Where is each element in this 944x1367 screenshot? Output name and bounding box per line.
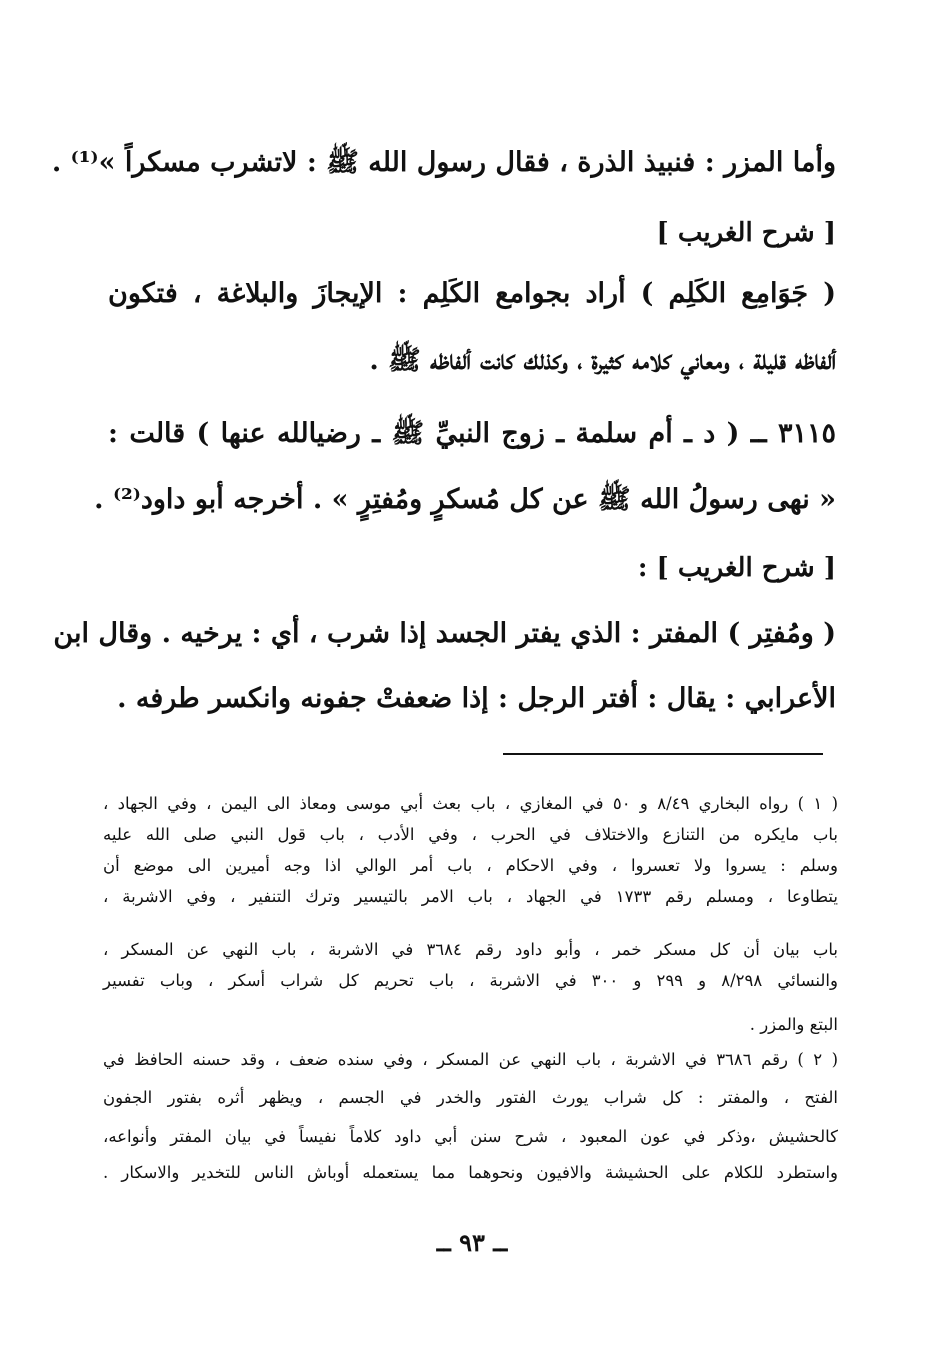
footnote-separator (503, 753, 823, 755)
section-heading-sharh-al-gharib: [ شرح الغريب ] (656, 218, 836, 248)
body-line-7: الأعرابي : يقال : أفتر الرجل : إذا ضعفتْ جفونه وانكسر طرفه . (117, 683, 836, 714)
footnote-2-line-3: كالحشيش ،وذكر في عون المعبود ، شرح سنن أبي داود كلاماً نفيساً في بيان المفتر وأنواعه، (103, 1127, 838, 1146)
footnote-1-line-3: وسلم : يسروا ولا تعسروا ، وفي الاحكام ، باب أمر الوالي اذا وجه أميرين الى موضع أن (103, 856, 838, 875)
footnote-2-line-4: واستطرد للكلام على الحشيشة والافيون ونحوهما مما يستعمله أوباش الناس للتخدير والاسكار . (103, 1163, 838, 1182)
footnote-1-line-7: البتع والمزر . (749, 1015, 838, 1034)
footnote-1-line-5: باب بيان أن كل مسكر خمر ، وأبو داود رقم ٣٦٨٤ في الاشربة ، باب النهي عن المسكر ، (103, 940, 838, 959)
body-line-2: ( جَوَامِع الكَلِم ) أراد بجوامع الكَلِم : الإيجازَ والبلاغة ، فتكون (108, 278, 836, 309)
footnote-1-line-1: ( ١ ) رواه البخاري ٨/٤٩ و ٥٠ في المغازي ، باب بعث أبي موسى ومعاذ الى اليمن ، وفي الجهاد ، (103, 794, 839, 813)
footnote-2-line-1: ( ٢ ) رقم ٣٦٨٦ في الاشربة ، باب النهي عن المسكر ، وفي سنده ضعف ، وقد حسنه الحافظ في (103, 1050, 839, 1069)
footnote-1-line-6: والنسائي ٨/٢٩٨ و ٢٩٩ و ٣٠٠ في الاشربة ، باب تحريم كل شراب أسكر ، وباب تفسير (103, 971, 838, 990)
body-line-6: ( ومُفتِر ) المفتر : الذي يفتر الجسد إذا شرب ، أي : يرخيه . وقال ابن (53, 618, 836, 649)
body-line-1: وأما المزر : فنبيذ الذرة ، فقال رسول الله ﷺ : لاتشرب مسكراً »⁽¹⁾ . (51, 147, 836, 178)
body-line-3: ألفاظه قليلة ، ومعاني كلامه كثيرة ، وكذلك كانت ألفاظه ﷺ . (369, 345, 836, 376)
hadith-3115-line-1: ٣١١٥ ــ ( د ـ أم سلمة ـ زوج النبيِّ ﷺ ـ رضيالله عنها ) قالت : (108, 418, 836, 449)
footnote-1-line-2: باب مايكره من التنازع والاختلاف في الحرب ، وفي الأدب ، باب قول النبي صلى الله عليه (103, 825, 838, 844)
page-number: ــ ٩٣ ــ (436, 1228, 508, 1257)
footnote-2-line-2: الفتح ، والمفتر : كل شراب يورث الفتور والخدر في الجسم ، ويظهر أثره بفتور الجفون (103, 1088, 838, 1107)
section-heading-sharh-al-gharib-2: [ شرح الغريب ] : (637, 553, 836, 583)
footnote-1-line-4: يتطاوعا ، ومسلم رقم ١٧٣٣ في الجهاد ، باب الامر بالتيسير وترك التنفير ، وفي الاشربة ، (103, 887, 839, 906)
hadith-3115-line-2: « نهى رسولُ الله ﷺ عن كل مُسكرٍ ومُفتِرٍ » . أخرجه أبو داود⁽²⁾ . (94, 484, 836, 515)
